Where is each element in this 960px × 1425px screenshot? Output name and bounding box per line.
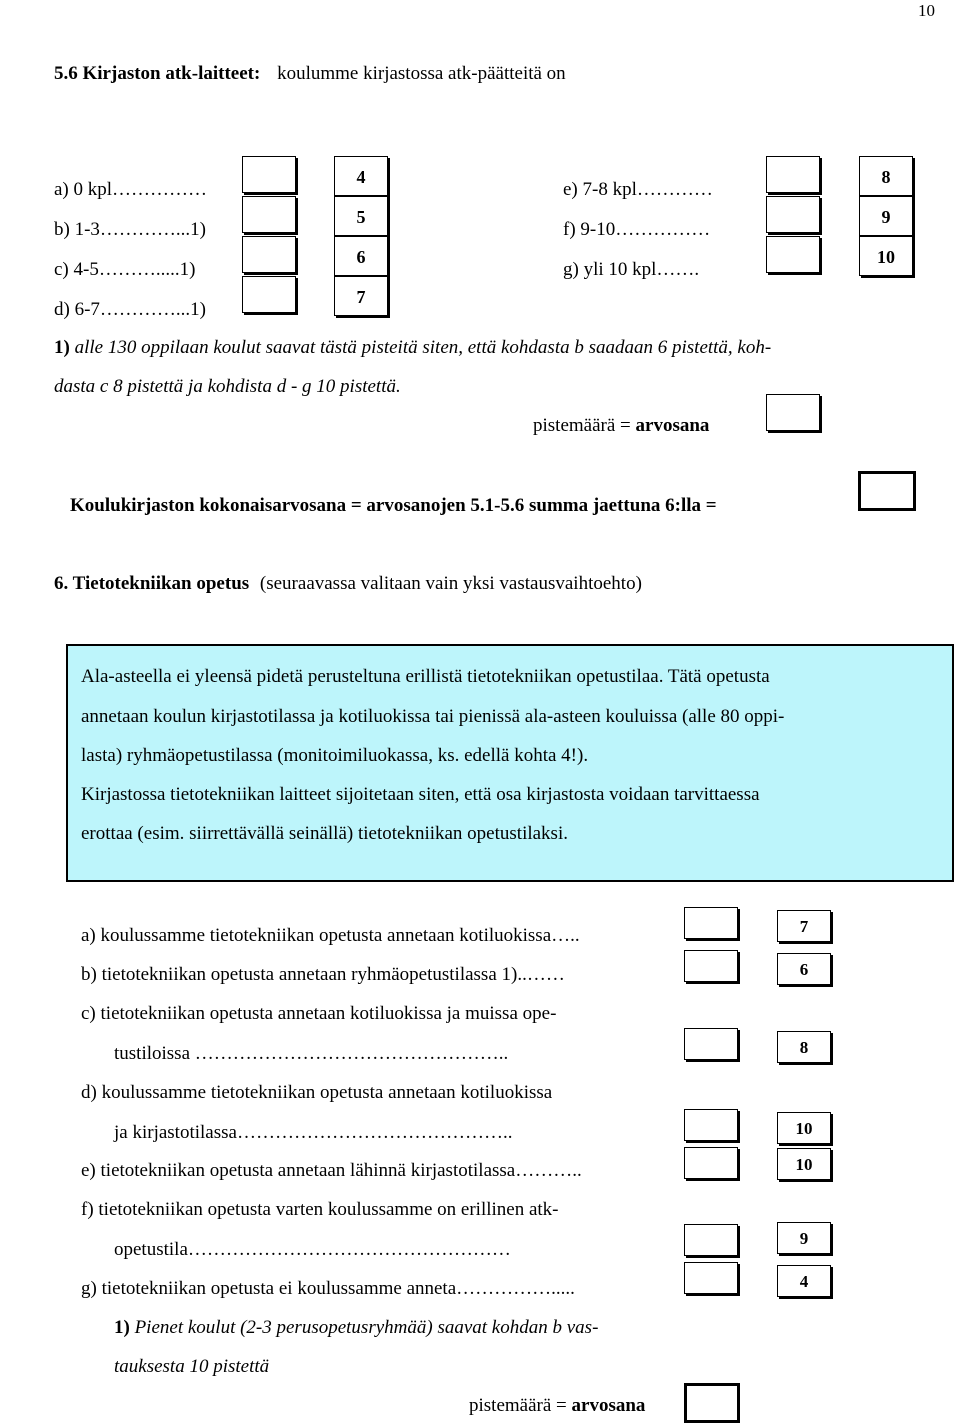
- option-b-label: b) 1-3…………...1): [54, 219, 206, 240]
- answer-box-d[interactable]: [242, 276, 296, 313]
- s6-score-d: 10: [777, 1112, 831, 1144]
- score-grade-label-5-6: [533, 416, 709, 435]
- score-c: 6: [334, 236, 388, 276]
- page-number: 10: [918, 1, 935, 20]
- section-6-subtitle: (seuraavassa valitaan vain yksi vastausvaihtoehto): [259, 573, 642, 594]
- s6-answer-box-d[interactable]: [684, 1109, 738, 1141]
- s6-option-g-label: g) tietotekniikan opetusta ei koulussamme anneta…………….....: [81, 1278, 575, 1299]
- s6-option-d-label-1: d) koulussamme tietotekniikan opetusta annetaan kotiluokissa: [81, 1082, 553, 1103]
- s6-answer-box-b[interactable]: [684, 950, 738, 982]
- answer-box-f[interactable]: [766, 196, 820, 233]
- score-grade-label-6: [469, 1396, 645, 1415]
- arvosana-label: arvosana: [635, 415, 710, 436]
- s6-answer-box-a[interactable]: [684, 907, 738, 939]
- s6-option-f-label-1: f) tietotekniikan opetusta varten koulussamme on erillinen atk-: [81, 1199, 559, 1220]
- footnote-6-line1: [114, 1318, 598, 1337]
- score-b: 5: [334, 196, 388, 236]
- answer-box-c[interactable]: [242, 236, 296, 273]
- footnote-6-text1: Pienet koulut (2-3 perusopetusryhmää) saavat kohdan b vas-: [134, 1317, 599, 1338]
- pistemaara-label: pistemäärä =: [533, 415, 631, 436]
- info-line-3: lasta) ryhmäopetustilassa (monitoimiluokassa, ks. edellä kohta 4!).: [81, 745, 589, 766]
- section-6-heading: [54, 574, 642, 593]
- footnote-marker: 1): [54, 337, 70, 358]
- arvosana-label-6: arvosana: [571, 1395, 646, 1416]
- answer-box-e[interactable]: [766, 156, 820, 193]
- option-a-label: a) 0 kpl……………: [54, 179, 208, 200]
- overall-grade-text: Koulukirjaston kokonaisarvosana = arvosanojen 5.1-5.6 summa jaettuna 6:lla =: [70, 495, 717, 516]
- info-line-4: Kirjastossa tietotekniikan laitteet sijoitetaan siten, että osa kirjastosta voidaan tarvittaessa: [81, 784, 760, 805]
- s6-option-c-label-2: tustiloissa …………………………………………..: [114, 1043, 509, 1064]
- info-line-1: Ala-asteella ei yleensä pidetä perusteltuna erillistä tietotekniikan opetustilaa. Tätä opetusta: [81, 666, 770, 687]
- s6-score-c: 8: [777, 1031, 831, 1063]
- s6-score-f: 9: [777, 1222, 831, 1254]
- option-g-label: g) yli 10 kpl…….: [563, 259, 700, 280]
- pistemaara-label-6: pistemäärä =: [469, 1395, 567, 1416]
- section-5-6-title: 5.6 Kirjaston atk-laitteet:: [54, 63, 261, 84]
- overall-grade-box[interactable]: [858, 471, 916, 511]
- answer-box-a[interactable]: [242, 156, 296, 193]
- score-g: 10: [859, 236, 913, 276]
- option-c-label: c) 4-5……….....1): [54, 259, 196, 280]
- s6-option-c-label-1: c) tietotekniikan opetusta annetaan kotiluokissa ja muissa ope-: [81, 1003, 557, 1024]
- footnote-6-marker: 1): [114, 1317, 130, 1338]
- answer-box-g[interactable]: [766, 236, 820, 273]
- answer-box-b[interactable]: [242, 196, 296, 233]
- s6-option-e-label: e) tietotekniikan opetusta annetaan lähinnä kirjastotilassa………..: [81, 1160, 582, 1181]
- s6-answer-box-f[interactable]: [684, 1224, 738, 1256]
- s6-option-f-label-2: opetustila……………………………………………: [114, 1239, 511, 1260]
- option-f-label: f) 9-10……………: [563, 219, 711, 240]
- grade-box-5-6[interactable]: [766, 394, 820, 431]
- s6-score-a: 7: [777, 910, 831, 942]
- info-line-2: annetaan koulun kirjastotilassa ja kotiluokissa tai pienissä ala-asteen kouluissa (alle 80 oppi-: [81, 706, 785, 727]
- s6-option-a-label: a) koulussamme tietotekniikan opetusta annetaan kotiluokissa…..: [81, 925, 580, 946]
- s6-answer-box-c[interactable]: [684, 1028, 738, 1060]
- s6-score-b: 6: [777, 953, 831, 985]
- s6-score-g: 4: [777, 1265, 831, 1297]
- score-a: 4: [334, 156, 388, 196]
- option-d-label: d) 6-7…………...1): [54, 299, 206, 320]
- footnote-5-6-line2: dasta c 8 pistettä ja kohdista d - g 10 pistettä.: [54, 376, 401, 397]
- footnote-5-6-text1: alle 130 oppilaan koulut saavat tästä pisteitä siten, että kohdasta b saadaan 6 pistettä, koh-: [74, 337, 772, 358]
- score-e: 8: [859, 156, 913, 196]
- option-e-label: e) 7-8 kpl…………: [563, 179, 713, 200]
- s6-answer-box-g[interactable]: [684, 1262, 738, 1294]
- score-f: 9: [859, 196, 913, 236]
- score-d: 7: [334, 276, 388, 316]
- s6-option-d-label-2: ja kirjastotilassa……………………………………..: [114, 1122, 513, 1143]
- s6-answer-box-e[interactable]: [684, 1147, 738, 1179]
- grade-box-6[interactable]: [684, 1383, 740, 1423]
- section-6-title: 6. Tietotekniikan opetus: [54, 573, 250, 594]
- s6-score-e: 10: [777, 1148, 831, 1180]
- section-5-6-subtitle: koulumme kirjastossa atk-päätteitä on: [277, 63, 566, 84]
- s6-option-b-label: b) tietotekniikan opetusta annetaan ryhmäopetustilassa 1)..……: [81, 964, 565, 985]
- footnote-6-line2: tauksesta 10 pistettä: [114, 1356, 270, 1377]
- section-5-6-heading: [54, 64, 566, 83]
- footnote-5-6-line1: [54, 338, 771, 357]
- info-line-5: erottaa (esim. siirrettävällä seinällä) tietotekniikan opetustilaksi.: [81, 823, 568, 844]
